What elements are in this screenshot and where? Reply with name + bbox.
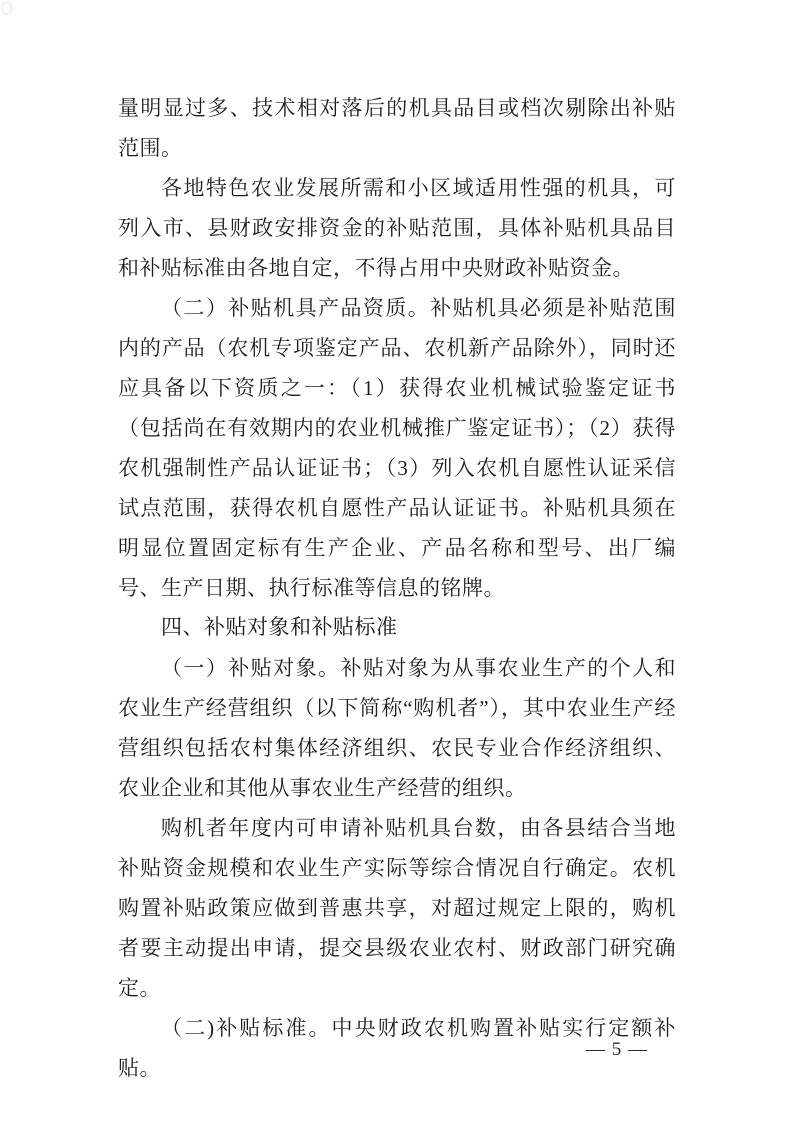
paragraph: （一）补贴对象。补贴对象为从事农业生产的个人和农业生产经营组织（以下简称“购机者”），其中农业生产经营组织包括农村集体经济组织、农民专业合作经济组织、农业企业和其他从事农业生产经营的组织。 — [118, 656, 676, 800]
section-heading: 四、补贴对象和补贴标准 — [161, 616, 398, 639]
paragraph: 购机者年度内可申请补贴机具台数，由各县结合当地补贴资金规模和农业生产实际等综合情况自行确定。农机购置补贴政策应做到普惠共享，对超过规定上限的，购机者要主动提出申请，提交县级农业农村、财政部门研究确定。 — [118, 816, 676, 1000]
page-number-label: — 5 — — [586, 1039, 648, 1060]
document-body — [118, 88, 676, 1088]
paragraph: （二)补贴标准。中央财政农机购置补贴实行定额补贴。 — [118, 1016, 676, 1080]
paragraph: 各地特色农业发展所需和小区域适用性强的机具，可列入市、县财政安排资金的补贴范围，具体补贴机具品目和补贴标准由各地自定，不得占用中央财政补贴资金。 — [118, 176, 676, 280]
paragraph-continuation: 量明显过多、技术相对落后的机具品目或档次剔除出补贴范围。 — [118, 96, 676, 160]
scan-artifact — [1, 2, 12, 15]
paragraph: （二）补贴机具产品资质。补贴机具必须是补贴范围内的产品（农机专项鉴定产品、农机新产品除外），同时还应具备以下资质之一：（1）获得农业机械试验鉴定证书（包括尚在有效期内的农业机械推广鉴定证书）；（2）获得农机强制性产品认证证书；（3）列入农机自愿性认证采信试点范围，获得农机自愿性产品认证证书。补贴机具须在明显位置固定标有生产企业、产品名称和型号、出厂编号、生产日期、执行标准等信息的铭牌。 — [118, 296, 676, 600]
page-number — [586, 1038, 648, 1062]
